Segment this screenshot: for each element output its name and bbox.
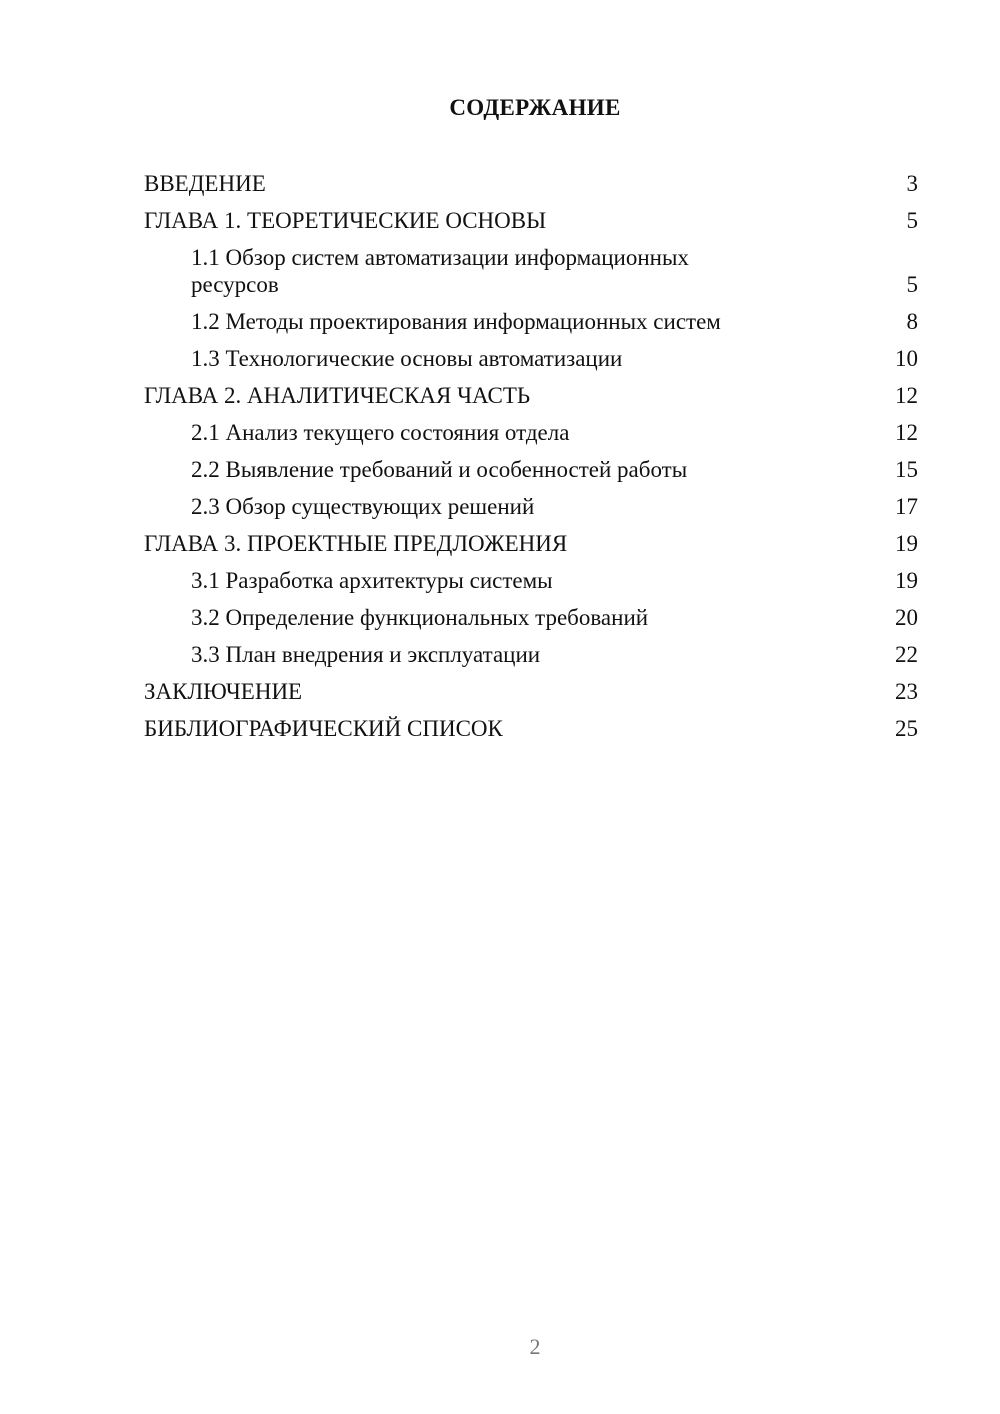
toc-entry-section-2-1[interactable] (144, 419, 918, 446)
toc-entry-page: 20 (895, 605, 918, 630)
toc-entry-label: 3.2 Определение функциональных требований (191, 605, 649, 630)
toc-entry-label: БИБЛИОГРАФИЧЕСКИЙ СПИСОК (144, 716, 503, 741)
toc-entry-label: 2.1 Анализ текущего состояния отдела (191, 420, 570, 445)
toc-entry-label: ГЛАВА 2. АНАЛИТИЧЕСКАЯ ЧАСТЬ (144, 383, 531, 408)
toc-entry-page: 19 (895, 531, 918, 556)
toc-entry-section-1-3[interactable] (144, 345, 918, 372)
toc-entry-page: 15 (895, 457, 918, 482)
toc-entry-label: ВВЕДЕНИЕ (144, 171, 266, 196)
toc-entry-page: 8 (906, 309, 918, 334)
toc-entry-chapter-1[interactable] (144, 207, 918, 234)
toc-entry-chapter-3[interactable] (144, 530, 918, 557)
toc-entry-label: 1.1 Обзор систем автоматизации информационных ресурсов (191, 245, 689, 297)
toc-entry-page: 10 (895, 346, 918, 371)
toc-entry-page: 19 (895, 568, 918, 593)
page-title: СОДЕРЖАНИЕ (449, 95, 621, 120)
toc-entry-label: 3.1 Разработка архитектуры системы (191, 568, 553, 593)
toc-entry-page: 12 (895, 420, 918, 445)
toc-entry-section-1-2[interactable] (144, 308, 918, 335)
toc-entry-chapter-2[interactable] (144, 382, 918, 409)
toc-entry-page: 5 (906, 272, 918, 297)
toc-entry-label: ГЛАВА 1. ТЕОРЕТИЧЕСКИЕ ОСНОВЫ (144, 208, 547, 233)
toc-entry-label: 1.2 Методы проектирования информационных систем (191, 309, 721, 334)
toc-entry-page: 23 (895, 679, 918, 704)
toc-entry-label: 1.3 Технологические основы автоматизации (191, 346, 623, 371)
toc-entry-bibliography[interactable] (144, 715, 918, 742)
page-number: 2 (529, 1334, 541, 1359)
toc-entry-label: 3.3 План внедрения и эксплуатации (191, 642, 541, 667)
toc-entry-section-3-3[interactable] (144, 641, 918, 668)
toc-entry-conclusion[interactable] (144, 678, 918, 705)
toc-entry-section-2-3[interactable] (144, 493, 918, 520)
toc-entry-page: 12 (895, 383, 918, 408)
toc-entry-label: 2.3 Обзор существующих решений (191, 494, 535, 519)
toc-entry-label: ГЛАВА 3. ПРОЕКТНЫЕ ПРЕДЛОЖЕНИЯ (144, 531, 568, 556)
toc-entry-section-1-1[interactable] (144, 244, 918, 298)
toc-entry-introduction[interactable] (144, 170, 918, 197)
toc-entry-label: ЗАКЛЮЧЕНИЕ (144, 679, 303, 704)
toc-entry-label: 2.2 Выявление требований и особенностей работы (191, 457, 688, 482)
toc-entry-section-3-1[interactable] (144, 567, 918, 594)
toc-entry-page: 17 (895, 494, 918, 519)
toc-entry-page: 25 (895, 716, 918, 741)
table-of-contents (144, 170, 918, 752)
toc-entry-page: 22 (895, 642, 918, 667)
toc-entry-page: 5 (906, 208, 918, 233)
toc-entry-section-2-2[interactable] (144, 456, 918, 483)
toc-entry-section-3-2[interactable] (144, 604, 918, 631)
toc-entry-page: 3 (906, 171, 918, 196)
